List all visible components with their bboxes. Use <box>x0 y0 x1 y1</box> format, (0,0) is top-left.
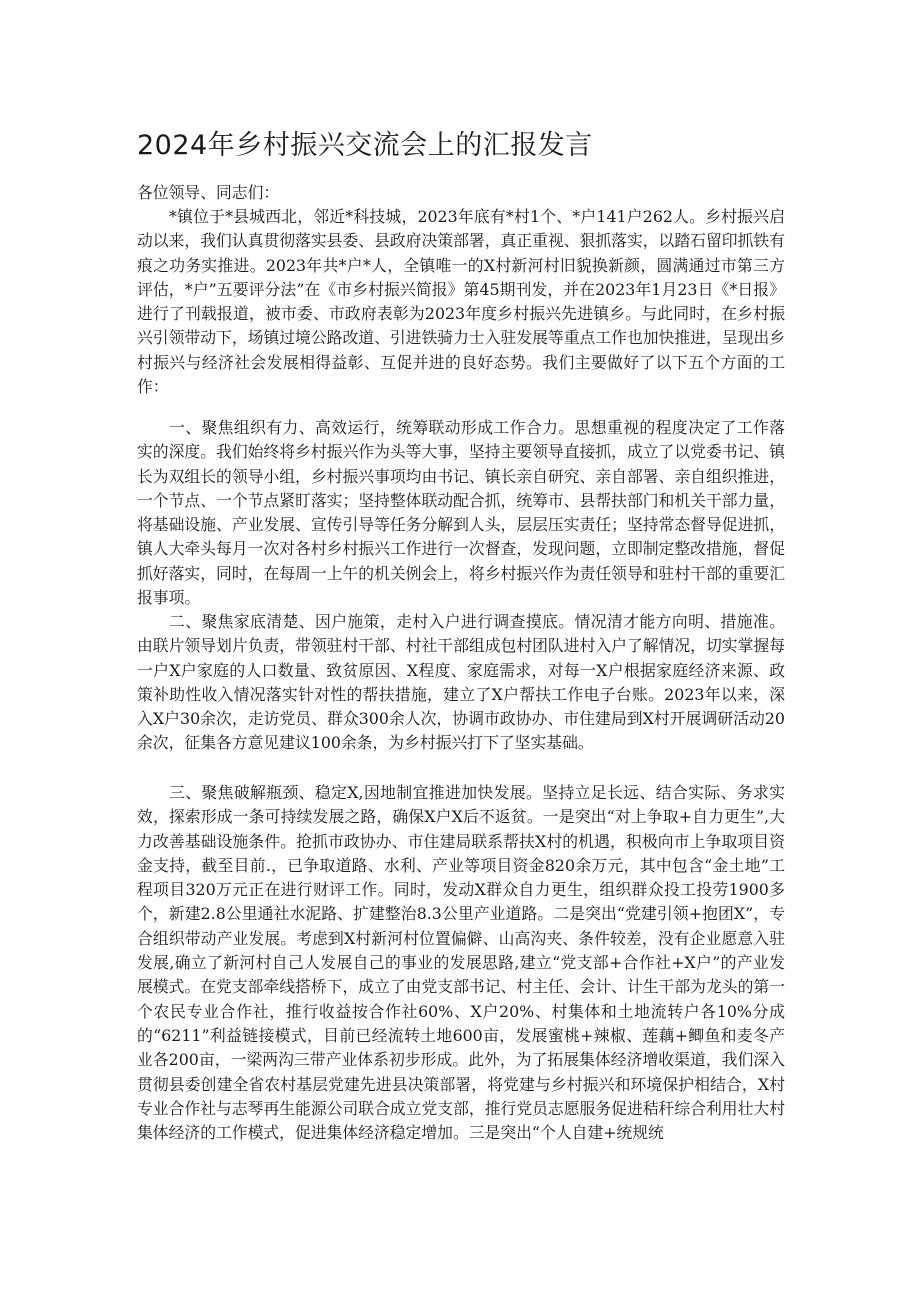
paragraph-intro: *镇位于*县城西北，邻近*科技城，2023年底有*村1个、*户141户262人。乡村振兴启动以来，我们认真贯彻落实县委、县政府决策部署，真正重视、狠抓落实，以踏石留印抓铁有痕之功务实推进。2023年共*户*人，全镇唯一的X村新河村旧貌换新颜，圆满通过市第三方评估，*户”五要评分法”在《市乡村振兴简报》第45期刊发，并在2023年1月23日《*日报》进行了刊载报道，被市委、市政府表彰为2023年度乡村振兴先进镇乡。与此同时，在乡村振兴引领带动下，场镇过境公路改道、引进铁骑力士入驻发展等重点工作也加快推进，呈现出乡村振兴与经济社会发展相得益彰、互促并进的良好态势。我们主要做好了以下五个方面的工作： <box>137 207 785 397</box>
paragraph-section-3: 三、聚焦破解瓶颈、稳定X,因地制宜推进加快发展。坚持立足长远、结合实际、务求实效，探索形成一条可持续发展之路，确保X户X后不返贫。一是突出“对上争取+自力更生”,大力改善基础设施条件。抢抓市政协办、市住建局联系帮扶X村的机遇，积极向市上争取项目资金支持，截至目前.，已争取道路、水利、产业等项目资金820余万元，其中包含“金土地”工程项目320万元正在进行财评工作。同时，发动X群众自力更生，组织群众投工投劳1900多个，新建2.8公里通社水泥路、扩建整治8.3公里产业道路。二是突出“党建引领+抱团X”，专合组织带动产业发展。考虑到X村新河村位置偏僻、山高沟夹、条件较差，没有企业愿意入驻发展,确立了新河村自己人发展自己的事业的发展思路,建立“党支部+合作社+X户”的产业发展模式。在党支部牵线搭桥下，成立了由党支部书记、村主任、会计、计生干部为龙头的第一个农民专业合作社，推行收益按合作社60%、X户20%、村集体和土地流转户各10%分成的“6211”利益链接模式，目前已经流转土地600亩，发展蜜桃+辣椒、莲藕+鲫鱼和麦冬产业各200亩，一梁两沟三带产业体系初步形成。此外，为了拓展集体经济增收渠道，我们深入贯彻县委创建全省农村基层党建先进县决策部署，将党建与乡村振兴和环境保护相结合，X村专业合作社与志琴再生能源公司联合成立党支部，推行党员志愿服务促进秸秆综合利用壮大村集体经济的工作模式，促进集体经济稳定增加。三是突出“个人自建+统规统 <box>137 783 785 1143</box>
salutation: 各位领导、同志们： <box>137 183 280 202</box>
paragraph-section-1: 一、聚焦组织有力、高效运行，统筹联动形成工作合力。思想重视的程度决定了工作落实的深度。我们始终将乡村振兴作为头等大事，坚持主要领导直接抓，成立了以党委书记、镇长为双组长的领导小组，乡村振兴事项均由书记、镇长亲自研究、亲自部署、亲自组织推进，一个节点、一个节点紧盯落实；坚持整体联动配合抓，统筹市、县帮扶部门和机关干部力量，将基础设施、产业发展、宣传引导等任务分解到人头，层层压实责任；坚持常态督导促进抓，镇人大牵头每月一次对各村乡村振兴工作进行一次督查，发现问题，立即制定整改措施，督促抓好落实，同时，在每周一上午的机关例会上，将乡村振兴作为责任领导和驻村干部的重要汇报事项。 <box>137 418 785 608</box>
document-title: 2024年乡村振兴交流会上的汇报发言 <box>137 130 593 161</box>
paragraph-section-2: 二、聚焦家底清楚、因户施策，走村入户进行调查摸底。情况清才能方向明、措施准。由联片领导划片负责，带领驻村干部、村社干部组成包村团队进村入户了解情况，切实掌握每一户X户家庭的人口数量、致贫原因、X程度、家庭需求，对每一X户根据家庭经济来源、政策补助性收入情况落实针对性的帮扶措施，建立了X户帮扶工作电子台账。2023年以来，深入X户30余次，走访党员、群众300余人次，协调市政协办、市住建局到X村开展调研活动20余次，征集各方意见建议100余条，为乡村振兴打下了坚实基础。 <box>137 612 785 753</box>
